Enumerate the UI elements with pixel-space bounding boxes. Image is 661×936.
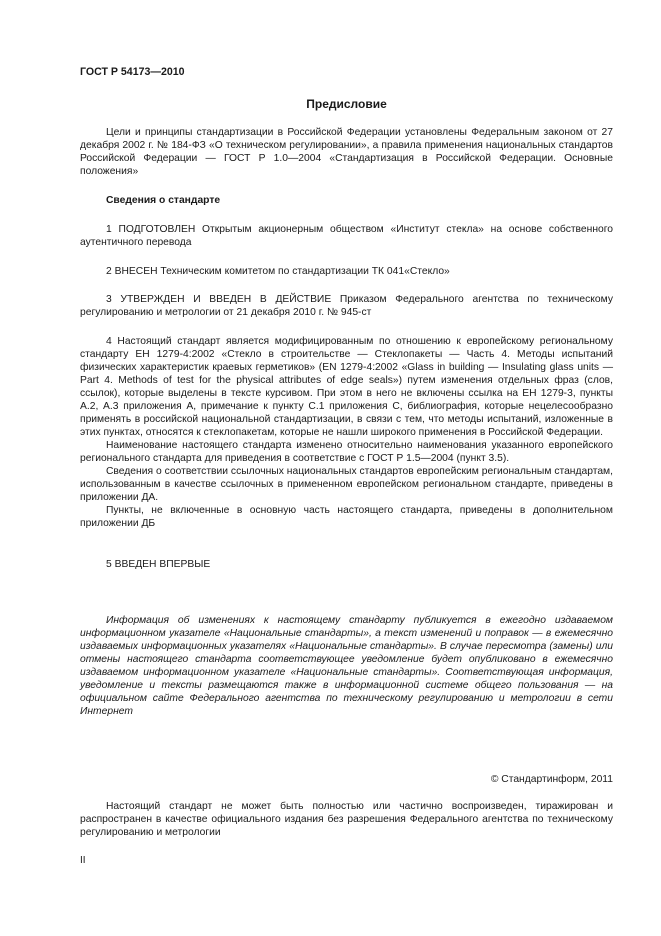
item-3	[80, 293, 613, 319]
intro-text: Цели и принципы стандартизации в Российской Федерации установлены Федеральным законом от 27 декабря 2002 г. № 184-ФЗ «О техническом регулировании», а правила применения национальных стандартов Российской Федерации — ГОСТ Р 1.0—2004 «Стандартизация в Российской Федерации. Основные положения»	[80, 127, 613, 177]
copyright-line: © Стандартинформ, 2011	[490, 774, 613, 785]
changes-notice	[80, 614, 613, 718]
item-4-paragraph-4: Пункты, не включенные в основную часть настоящего стандарта, приведены в дополнительном приложении ДБ	[80, 505, 613, 529]
item-5	[80, 558, 613, 571]
reproduction-notice	[80, 800, 613, 839]
page-number: II	[80, 855, 86, 866]
changes-notice-text: Информация об изменениях к настоящему стандарту публикуется в ежегодно издаваемом информационном указателе «Национальные стандарты», а текст изменений и поправок — в ежемесячно издаваемых информационных указателях «Национальные стандарты». В случае пересмотра (замены) или отмены настоящего стандарта соответствующее уведомление будет опубликовано в ежемесячно издаваемом информационном указателе «Национальные стандарты». Соответствующая информация, уведомление и тексты размещаются также в информационной системе общего пользования — на официальном сайте Федерального агентства по техническому регулированию и метрологии в сети Интернет	[80, 615, 613, 717]
item-3-text: 3 УТВЕРЖДЕН И ВВЕДЕН В ДЕЙСТВИЕ Приказом Федерального агентства по техническому регулированию и метрологии от 21 декабря 2010 г. № 945-ст	[80, 294, 613, 318]
item-1	[80, 223, 613, 249]
page-title: Предисловие	[306, 97, 387, 111]
item-4	[80, 335, 613, 530]
item-2	[80, 265, 613, 278]
item-4-paragraph-1: 4 Настоящий стандарт является модифицированным по отношению к европейскому региональному стандарту ЕН 1279-4:2002 «Стекло в строительстве — Стеклопакеты — Часть 4. Методы испытаний физических характеристик краевых герметиков» (EN 1279-4:2002 «Glass in building — Insulating glass units — Part 4. Methods of test for the physical attributes of edge seals») путем изменения отдельных фраз (слов, ссылок), которые выделены в тексте курсивом. При этом в него не включены ссылка на ЕН 1279-3, пункты А.2, А.3 приложения А, примечание к пункту С.1 приложения С, библиография, которые нецелесообразно применять в российской национальной стандартизации, в связи с тем, что методы испытаний, изложенные в этих пунктах, относятся к стеклопакетам, которые не нашли широкого применения в Российской Федерации.	[80, 336, 613, 438]
standard-info-heading: Сведения о стандарте	[106, 195, 221, 206]
item-4-paragraph-2: Наименование настоящего стандарта изменено относительно наименования указанного европейского регионального стандарта для приведения в соответствие с ГОСТ Р 1.5—2004 (пункт 3.5).	[80, 440, 613, 464]
item-4-paragraph-3: Сведения о соответствии ссылочных национальных стандартов европейским региональным стандартам, использованным в качестве ссылочных в примененном европейском региональном стандарте, приведены в приложении ДА.	[80, 466, 613, 503]
item-5-text: 5 ВВЕДЕН ВПЕРВЫЕ	[106, 559, 211, 570]
item-2-text: 2 ВНЕСЕН Техническим комитетом по стандартизации ТК 041«Стекло»	[106, 266, 450, 277]
reproduction-notice-text: Настоящий стандарт не может быть полностью или частично воспроизведен, тиражирован и распространен в качестве официального издания без разрешения Федерального агентства по техническому регулированию и метрологии	[80, 801, 613, 838]
intro-paragraph	[80, 126, 613, 178]
item-1-text: 1 ПОДГОТОВЛЕН Открытым акционерным обществом «Институт стекла» на основе собственного аутентичного перевода	[80, 224, 613, 248]
standard-code: ГОСТ Р 54173—2010	[80, 66, 185, 78]
